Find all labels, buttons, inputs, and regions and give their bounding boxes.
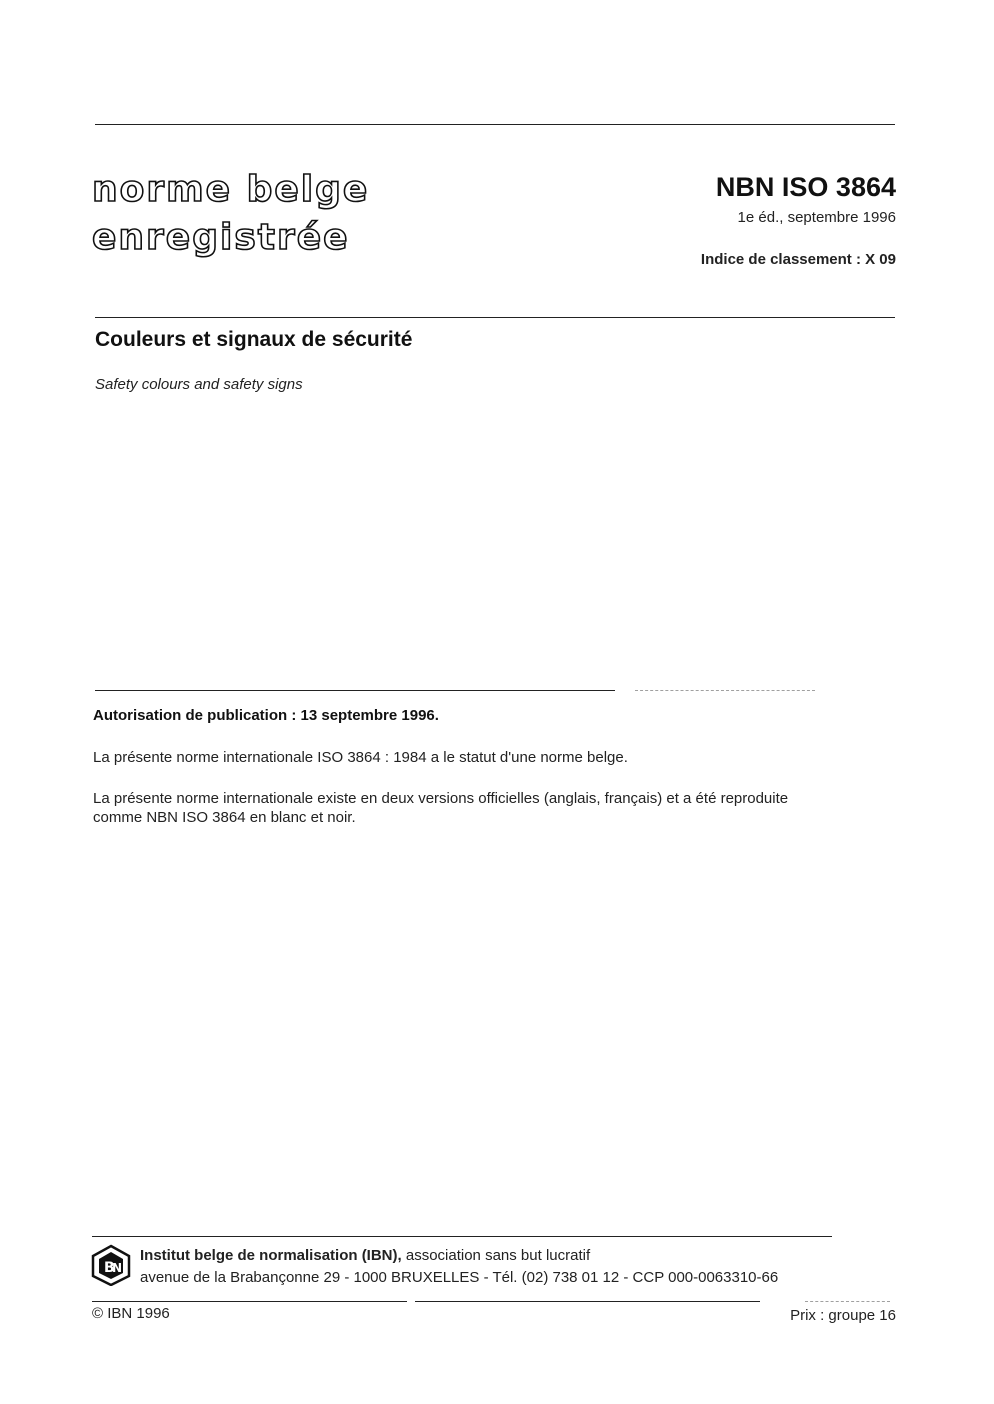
edition-date: 1e éd., septembre 1996 (737, 209, 896, 226)
document-subtitle: Safety colours and safety signs (95, 376, 303, 393)
paragraph-versions-line-1: La présente norme internationale existe en deux versions officielles (anglais, français) et a été reproduite (93, 790, 789, 807)
paragraph-status: La présente norme internationale ISO 3864 : 1984 a le statut d'une norme belge. (93, 749, 628, 766)
header-rule (95, 317, 895, 318)
top-rule (95, 124, 895, 125)
institute-line (140, 1247, 590, 1264)
publication-authorisation: Autorisation de publication : 13 septembre 1996. (93, 707, 439, 724)
institute-address: avenue de la Brabançonne 29 - 1000 BRUXELLES - Tél. (02) 738 01 12 - CCP 000-0063310-66 (140, 1269, 779, 1286)
bottom-rule (92, 1301, 407, 1302)
svg-text:N: N (112, 1261, 123, 1275)
brand-line-2: enregistrée (92, 217, 350, 258)
price-group: Prix : groupe 16 (790, 1307, 896, 1324)
paragraph-versions (93, 789, 898, 827)
middle-rule-dashed (635, 690, 815, 691)
brand-title (92, 166, 369, 262)
middle-rule (95, 690, 615, 691)
classification-index: Indice de classement : X 09 (700, 251, 896, 268)
copyright: © IBN 1996 (92, 1305, 170, 1322)
institute-description: association sans but lucratif (401, 1247, 591, 1264)
bottom-rule-3 (805, 1301, 890, 1302)
standard-number: NBN ISO 3864 (715, 172, 896, 202)
ibn-logo-icon (90, 1244, 132, 1286)
brand-line-1: norme belge (92, 169, 370, 210)
document-title: Couleurs et signaux de sécurité (95, 328, 413, 351)
paragraph-versions-line-2: comme NBN ISO 3864 en blanc et noir. (93, 809, 356, 826)
svg-text:B: B (104, 1260, 115, 1276)
footer-rule (92, 1236, 832, 1237)
institute-name: Institut belge de normalisation (IBN), (140, 1247, 402, 1264)
bottom-rule-2 (415, 1301, 760, 1302)
